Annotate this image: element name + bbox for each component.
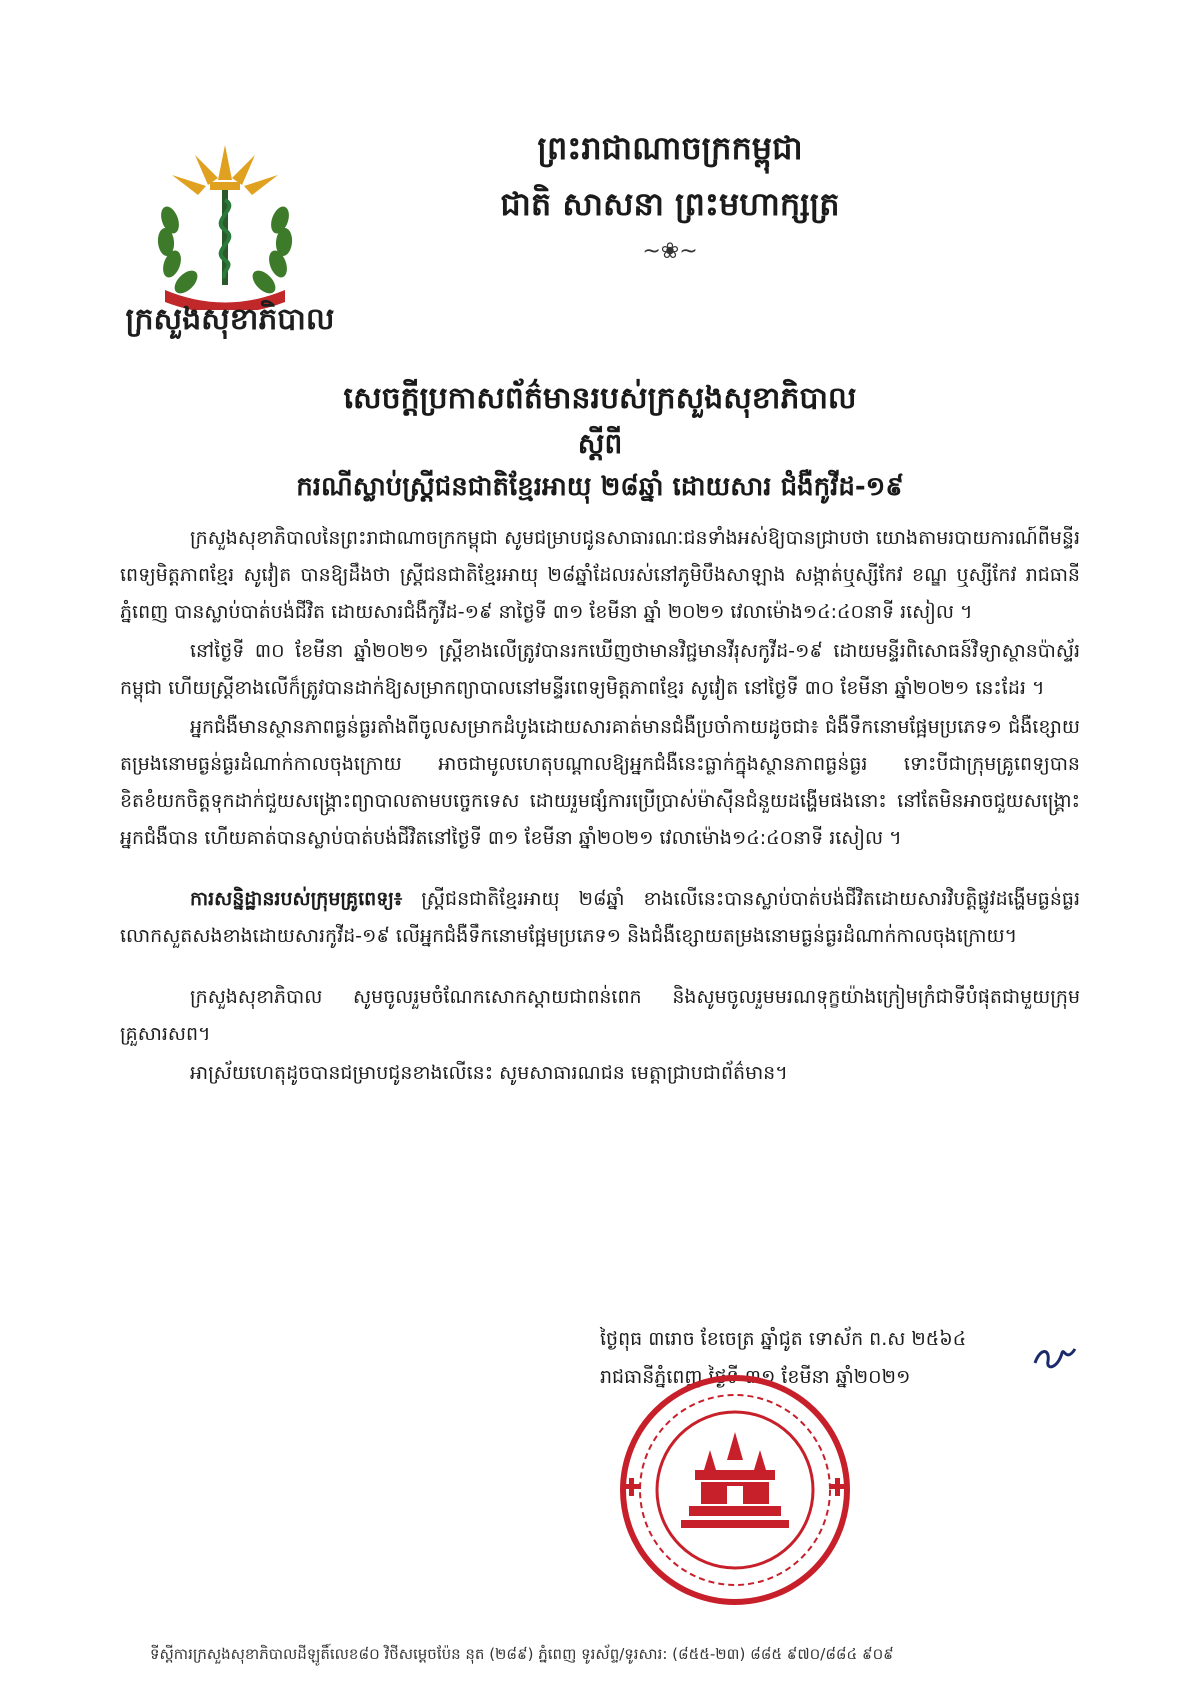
medical-conclusion-text: ស្ត្រីជនជាតិខ្មែរអាយុ ២៨ឆ្នាំ ខាងលើនេះបានស្លាប់បាត់បង់ជីវិតដោយសារវិបត្តិផ្លូវដង្ហើមធ្ងន់ធ្ងរ លោកសួតសងខាងដោយសារកូវីដ-១៩ លើអ្នកជំងឺទឹកនោមផ្អែមប្រភេទ១ និងជំងឺខ្សោយតម្រងនោមធ្ងន់ធ្ងរដំណាក់កាលចុងក្រោយ។: [120, 888, 1080, 947]
paragraph-5: ក្រសួងសុខាភិបាល សូមចូលរួមចំណែកសោកស្តាយជាពន់ពេក និងសូមចូលរួមមរណទុក្ខយ៉ាងក្រៀមក្រំជាទីបំផុតជាមួយក្រុមគ្រួសារសព។: [120, 986, 1080, 1045]
paragraph-4: [120, 881, 1080, 955]
announcement-title: [100, 375, 1100, 509]
paragraph-6: អាស្រ័យហេតុដូចបានជម្រាបជូនខាងលើនេះ សូមសាធារណជន មេត្តាជ្រាបជាព័ត៌មាន។: [190, 1062, 788, 1084]
kingdom-title: ព្រះរាជាណាចក្រកម្ពុជា: [537, 129, 803, 167]
signature-icon: [1030, 1343, 1080, 1373]
title-line-1: សេចក្តីប្រកាសព័ត៌មានរបស់ក្រសួងសុខាភិបាល: [343, 381, 857, 416]
title-line-2: ស្តីពី: [577, 427, 623, 460]
lunar-date: ថ្ងៃពុធ ៣រោច ខែចេត្រ ឆ្នាំជូត ទោស័ក ព.ស ២៥៦៤: [600, 1328, 967, 1350]
announcement-body: [120, 520, 1080, 1094]
title-line-3: ករណីស្លាប់ស្រ្តីជនជាតិខ្មែរអាយុ ២៨ឆ្នាំ ដោយសារ ជំងឺកូវីដ-១៩: [296, 472, 904, 502]
ministry-name: ក្រសួងសុខាភិបាល: [125, 302, 335, 337]
ministry-logo-icon: [140, 140, 310, 310]
paragraph-3: អ្នកជំងឺមានស្ថានភាពធ្ងន់ធ្ងរតាំងពីចូលសម្រាកដំបូងដោយសារគាត់មានជំងឺប្រចាំកាយដូចជា៖ ជំងឺទឹកនោមផ្អែមប្រភេទ១ ជំងឺខ្សោយតម្រងនោមធ្ងន់ធ្ងរដំណាក់កាលចុងក្រោយ អាចជាមូលហេតុបណ្តាលឱ្យអ្នកជំងឺនេះធ្លាក់ក្នុងស្ថានភាពធ្ងន់ធ្ងរ ទោះបីជាក្រុមគ្រូពេទ្យបានខិតខំយកចិត្តទុកដាក់ជួយសង្គ្រោះព្យាបាលតាមបច្ចេកទេស ដោយរួមផ្សំការប្រើប្រាស់ម៉ាស៊ីនជំនួយដង្ហើមផងនោះ នៅតែមិនអាចជួយសង្គ្រោះអ្នកជំងឺបាន ហើយគាត់បានស្លាប់បាត់បង់ជីវិតនៅថ្ងៃទី ៣១ ខែមីនា ឆ្នាំ២០២១ វេលាម៉ោង១៤:៤០នាទី រសៀល ។: [120, 716, 1080, 849]
national-motto: ជាតិ សាសនា ព្រះមហាក្សត្រ: [500, 185, 840, 223]
medical-conclusion-label: ការសន្និដ្ឋានរបស់ក្រុមគ្រូពេទ្យ៖: [190, 888, 403, 910]
solar-date: រាជធានីភ្នំពេញ ថ្ងៃទី ៣១ ខែមីនា ឆ្នាំ២០២១: [600, 1366, 911, 1388]
ornament-divider: ~❀~: [642, 239, 698, 264]
kingdom-header: [400, 120, 940, 272]
footer-address: ទីស្តីការក្រសួងសុខាភិបាលដីឡូតិ៍លេខ៨០ វិថីសម្តេចប៉ែន នុត (២៨៩) ភ្នំពេញ ទូរស័ព្ទ/ទូរសារ: (៨៥៥-២៣) ៨៨៥ ៩៧០/៨៨៤ ៩០៩: [150, 1645, 894, 1663]
paragraph-1: ក្រសួងសុខាភិបាលនៃព្រះរាជាណាចក្រកម្ពុជា សូមជម្រាបជូនសាធារណៈជនទាំងអស់ឱ្យបានជ្រាបថា យោងតាមរបាយការណ៍ពីមន្ទីរពេទ្យមិត្តភាពខ្មែរ សូវៀត បានឱ្យដឹងថា ស្ត្រីជនជាតិខ្មែរអាយុ ២៨ឆ្នាំដែលរស់នៅភូមិបឹងសាឡាង សង្កាត់ឬស្សីកែវ ខណ្ឌ ឬស្សីកែវ រាជធានីភ្នំពេញ បានស្លាប់បាត់បង់ជីវិត ដោយសារជំងឺកូវីដ-១៩ នាថ្ងៃទី ៣១ ខែមីនា ឆ្នាំ ២០២១ វេលាម៉ោង១៤:៤០នាទី រសៀល ។: [120, 527, 1080, 623]
paragraph-2: នៅថ្ងៃទី ៣០ ខែមីនា ឆ្នាំ២០២១ ស្ត្រីខាងលើត្រូវបានរកឃើញថាមានវិជ្ជមានវីរុសកូវីដ-១៩ ដោយមន្ទីរពិសោធន៍វិទ្យាស្ថានប៉ាស្ទ័រកម្ពុជា ហើយស្ត្រីខាងលើក៏ត្រូវបានដាក់ឱ្យសម្រាកព្យាបាលនៅមន្ទីរពេទ្យមិត្តភាពខ្មែរ សូវៀត នៅថ្ងៃទី ៣០ ខែមីនា ឆ្នាំ២០២១ នេះដែរ ។: [120, 640, 1080, 699]
official-stamp-icon: [615, 1370, 855, 1610]
